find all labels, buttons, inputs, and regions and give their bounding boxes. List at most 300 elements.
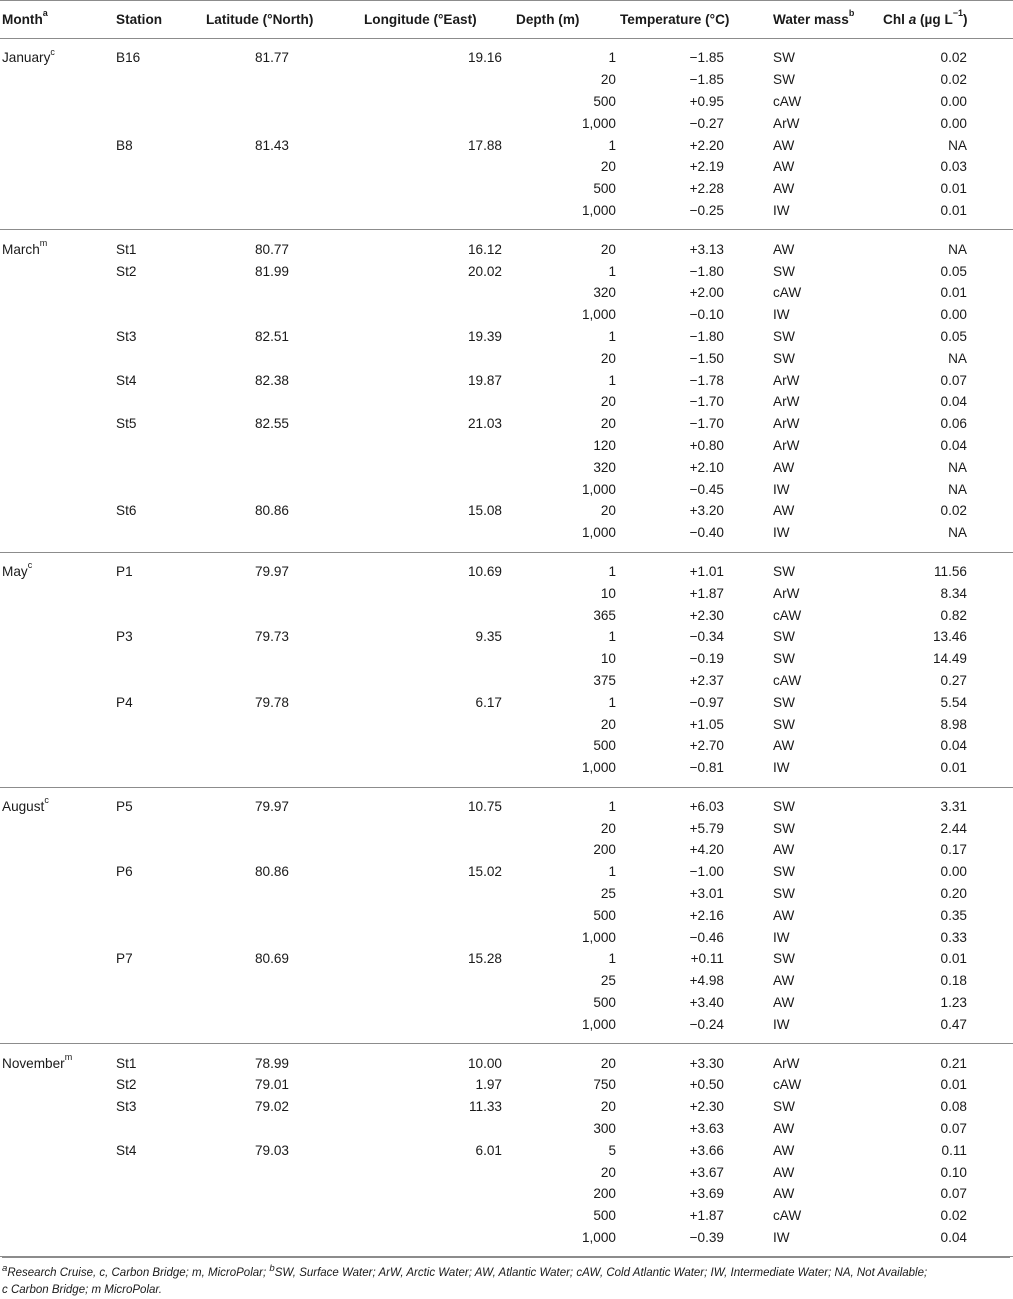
cell-latitude <box>198 456 358 478</box>
cell-water-mass: ArW <box>773 394 800 410</box>
header-station: Station <box>108 1 198 39</box>
footnote-line-1 <box>2 1260 1010 1282</box>
cell-latitude: 80.86 <box>254 503 289 519</box>
cell-depth: 20 <box>600 1055 616 1071</box>
cell-temperature: +2.16 <box>689 907 724 923</box>
table-row <box>0 626 1013 648</box>
cell-water-mass: SW <box>773 72 795 88</box>
cell-temperature: +0.95 <box>689 93 724 109</box>
cell-depth: 1,000 <box>510 757 620 787</box>
cell-month <box>0 134 108 156</box>
cell-month <box>0 1013 108 1043</box>
cell-month <box>0 369 108 391</box>
cell-temperature: −1.50 <box>689 350 724 366</box>
cell-chl-a: 0.01 <box>940 1077 967 1093</box>
cell-depth: 320 <box>593 285 616 301</box>
cell-water-mass: SW <box>773 50 795 66</box>
cell-longitude <box>358 713 510 735</box>
cell-longitude <box>358 1227 510 1257</box>
cell-longitude <box>358 304 510 326</box>
month-group <box>0 787 1013 1044</box>
cell-water-mass: SW <box>773 716 795 732</box>
header-chl-italic: a <box>908 12 917 27</box>
table-row <box>0 1161 1013 1183</box>
cell-depth: 20 <box>600 716 616 732</box>
table-row <box>0 1013 1013 1043</box>
cell-water-mass: cAW <box>773 285 802 301</box>
cell-temperature: +4.98 <box>689 973 724 989</box>
table-row <box>0 1096 1013 1118</box>
cell-water-mass: cAW <box>773 1208 802 1224</box>
cell-station <box>108 604 198 626</box>
cell-station: St6 <box>116 503 137 519</box>
cell-station <box>108 1205 198 1227</box>
cell-temperature: −0.19 <box>689 651 724 667</box>
cell-latitude <box>198 582 358 604</box>
table-row <box>0 861 1013 883</box>
table-row <box>0 582 1013 604</box>
table-row <box>0 817 1013 839</box>
cell-temperature: +3.67 <box>689 1164 724 1180</box>
cell-month <box>0 282 108 304</box>
table-row <box>0 478 1013 500</box>
cell-latitude <box>198 992 358 1014</box>
cell-temperature: +0.50 <box>689 1077 724 1093</box>
cell-month <box>0 1044 108 1074</box>
cell-chl-a: 0.01 <box>940 951 967 967</box>
cell-longitude <box>358 347 510 369</box>
cell-water-mass: ArW <box>773 416 800 432</box>
cell-chl-a: 0.00 <box>940 307 967 323</box>
cell-chl-a: 0.33 <box>940 929 967 945</box>
cell-water-mass: SW <box>773 563 795 579</box>
cell-chl-a: 0.02 <box>940 72 967 88</box>
cell-temperature: −0.46 <box>689 929 724 945</box>
cell-longitude <box>358 604 510 626</box>
cell-month <box>0 1074 108 1096</box>
cell-temperature: +4.20 <box>689 842 724 858</box>
cell-longitude <box>358 478 510 500</box>
cell-longitude <box>358 883 510 905</box>
cell-chl-a: 8.98 <box>940 716 967 732</box>
cell-latitude: 79.78 <box>254 694 289 710</box>
cell-water-mass: cAW <box>773 93 802 109</box>
cell-longitude: 9.35 <box>475 629 502 645</box>
cell-station: P6 <box>116 864 133 880</box>
cell-station: St5 <box>116 416 137 432</box>
table-row <box>0 1074 1013 1096</box>
cell-temperature: −1.70 <box>689 416 724 432</box>
cell-station: St2 <box>116 1077 137 1093</box>
cell-month <box>0 757 108 787</box>
cell-water-mass: AW <box>773 1142 795 1158</box>
month-label: March <box>2 241 40 257</box>
cell-station: P1 <box>116 563 133 579</box>
cell-latitude: 80.69 <box>254 951 289 967</box>
cell-latitude <box>198 970 358 992</box>
cell-station: St1 <box>116 241 137 257</box>
cell-depth: 1,000 <box>510 1013 620 1043</box>
cell-water-mass: SW <box>773 651 795 667</box>
month-footnote-mark: m <box>64 1052 73 1063</box>
cell-month <box>0 713 108 735</box>
cell-month <box>0 861 108 883</box>
cell-water-mass: ArW <box>773 585 800 601</box>
cell-longitude <box>358 178 510 200</box>
cell-latitude: 78.99 <box>254 1055 289 1071</box>
cell-longitude <box>358 582 510 604</box>
cell-month <box>0 156 108 178</box>
cell-water-mass: cAW <box>773 1077 802 1093</box>
cell-depth: 1 <box>608 263 616 279</box>
cell-chl-a: 0.47 <box>876 1013 1013 1043</box>
table-row <box>0 91 1013 113</box>
cell-station <box>108 670 198 692</box>
cell-chl-a: 0.00 <box>940 93 967 109</box>
cell-depth: 20 <box>600 503 616 519</box>
cell-month <box>0 735 108 757</box>
table-row <box>0 757 1013 787</box>
cell-chl-a: 0.04 <box>876 1227 1013 1257</box>
header-longitude: Longitude (°East) <box>358 1 510 39</box>
cell-station: St1 <box>116 1055 137 1071</box>
cell-temperature: +3.30 <box>689 1055 724 1071</box>
table-row <box>0 326 1013 348</box>
cell-latitude <box>198 713 358 735</box>
footnote-text-b: SW, Surface Water; ArW, Arctic Water; AW, Atlantic Water; cAW, Cold Atlantic Water; IW, Intermediate Water; NA, Not Available; <box>274 1266 928 1279</box>
cell-depth: 1,000 <box>510 200 620 230</box>
cell-chl-a: 14.49 <box>932 651 967 667</box>
table-footnote <box>2 1257 1010 1299</box>
cell-depth: 500 <box>593 907 616 923</box>
cell-water-mass: SW <box>773 886 795 902</box>
cell-station: P7 <box>116 951 133 967</box>
month-footnote-mark: c <box>44 795 49 806</box>
cell-longitude <box>358 1161 510 1183</box>
cell-chl-a: 3.31 <box>940 798 967 814</box>
cell-month <box>0 1096 108 1118</box>
cell-month <box>0 91 108 113</box>
cell-water-mass: AW <box>773 503 795 519</box>
cell-latitude <box>198 178 358 200</box>
cell-depth: 25 <box>600 973 616 989</box>
cell-month <box>0 839 108 861</box>
cell-depth: 1 <box>608 629 616 645</box>
table-row <box>0 904 1013 926</box>
cell-station: P5 <box>116 798 133 814</box>
table-row <box>0 735 1013 757</box>
cell-depth: 200 <box>593 842 616 858</box>
cell-chl-a: 0.21 <box>940 1055 967 1071</box>
cell-latitude <box>198 1227 358 1257</box>
table-row <box>0 391 1013 413</box>
cell-month <box>0 992 108 1014</box>
cell-station <box>108 735 198 757</box>
cell-station <box>108 1227 198 1257</box>
cell-station <box>108 992 198 1014</box>
cell-depth: 1 <box>608 50 616 66</box>
cell-latitude <box>198 670 358 692</box>
cell-chl-a: 0.02 <box>940 503 967 519</box>
cell-temperature: +3.40 <box>689 995 724 1011</box>
table-row <box>0 992 1013 1014</box>
cell-month <box>0 1161 108 1183</box>
cell-latitude <box>198 1183 358 1205</box>
cell-latitude <box>198 926 358 948</box>
cell-water-mass: AW <box>773 995 795 1011</box>
cell-depth: 500 <box>593 93 616 109</box>
cell-depth: 1 <box>608 694 616 710</box>
cell-temperature: −0.45 <box>689 481 724 497</box>
cell-latitude <box>198 435 358 457</box>
cell-station <box>108 347 198 369</box>
cell-temperature: +1.87 <box>689 585 724 601</box>
table-row <box>0 670 1013 692</box>
cell-water-mass: SW <box>773 798 795 814</box>
cell-month <box>0 200 108 230</box>
cell-water-mass: SW <box>773 864 795 880</box>
cell-month <box>0 552 108 582</box>
cell-temperature: −0.25 <box>620 200 772 230</box>
cell-month <box>0 326 108 348</box>
cell-chl-a: 0.04 <box>940 437 967 453</box>
cell-chl-a: 0.07 <box>940 1186 967 1202</box>
cell-water-mass: SW <box>773 820 795 836</box>
cell-station: B8 <box>116 137 133 153</box>
cell-temperature: −1.80 <box>689 263 724 279</box>
table-row <box>0 1044 1013 1074</box>
table-row <box>0 112 1013 134</box>
cell-chl-a: 0.35 <box>940 907 967 923</box>
header-water-mass-footnote-mark: b <box>848 8 855 19</box>
table-row <box>0 156 1013 178</box>
cell-longitude: 10.75 <box>467 798 502 814</box>
cell-latitude <box>198 839 358 861</box>
cell-station <box>108 839 198 861</box>
cell-water-mass: ArW <box>773 115 800 131</box>
cell-water-mass: SW <box>773 1099 795 1115</box>
table-row <box>0 1205 1013 1227</box>
cell-water-mass: AW <box>773 738 795 754</box>
cell-longitude: 6.01 <box>475 1142 502 1158</box>
cell-station: St4 <box>116 1142 137 1158</box>
cell-station <box>108 1161 198 1183</box>
cell-longitude <box>358 757 510 787</box>
cell-temperature: +3.20 <box>689 503 724 519</box>
cell-month <box>0 904 108 926</box>
cell-station <box>108 582 198 604</box>
cell-longitude: 10.00 <box>467 1055 502 1071</box>
header-water-mass-label: Water mass <box>773 12 849 27</box>
cell-water-mass: AW <box>773 137 795 153</box>
cell-month <box>0 456 108 478</box>
cell-longitude <box>358 1013 510 1043</box>
cell-longitude <box>358 735 510 757</box>
month-label: August <box>2 798 45 814</box>
cell-latitude <box>198 735 358 757</box>
cell-chl-a: 0.05 <box>940 263 967 279</box>
table-row <box>0 1118 1013 1140</box>
cell-temperature: +6.03 <box>689 798 724 814</box>
cell-depth: 5 <box>608 1142 616 1158</box>
header-water-mass <box>772 1 876 39</box>
cell-depth: 10 <box>600 651 616 667</box>
cell-station <box>108 522 198 552</box>
cell-latitude: 79.03 <box>254 1142 289 1158</box>
cell-chl-a: 0.04 <box>940 394 967 410</box>
cell-longitude <box>358 670 510 692</box>
header-chl-label: Chl <box>883 12 909 27</box>
cell-longitude <box>358 112 510 134</box>
cell-temperature: −0.27 <box>689 115 724 131</box>
header-chl-close: ) <box>963 12 968 27</box>
cell-water-mass: AW <box>773 241 795 257</box>
cell-month <box>0 1118 108 1140</box>
cell-chl-a: 0.05 <box>940 328 967 344</box>
cell-latitude <box>198 648 358 670</box>
cell-latitude <box>198 200 358 230</box>
cell-station <box>108 713 198 735</box>
month-footnote-mark: c <box>27 560 33 571</box>
cell-latitude: 81.99 <box>254 263 289 279</box>
table-header <box>0 1 1013 39</box>
cell-depth: 300 <box>593 1121 616 1137</box>
cell-water-mass: AW <box>773 1186 795 1202</box>
cell-longitude <box>358 817 510 839</box>
cell-latitude: 79.97 <box>254 563 289 579</box>
cell-latitude <box>198 69 358 91</box>
cell-station: St3 <box>116 328 137 344</box>
cell-month <box>0 522 108 552</box>
table-row <box>0 522 1013 552</box>
cell-depth: 1,000 <box>510 522 620 552</box>
cell-temperature: +1.01 <box>689 563 724 579</box>
cell-depth: 20 <box>600 1099 616 1115</box>
table-row <box>0 500 1013 522</box>
cell-latitude <box>198 1118 358 1140</box>
cell-latitude: 80.86 <box>254 864 289 880</box>
cell-water-mass: IW <box>773 929 790 945</box>
cell-depth: 1,000 <box>581 115 616 131</box>
cell-water-mass: SW <box>773 263 795 279</box>
cell-depth: 365 <box>593 607 616 623</box>
cell-chl-a: 0.11 <box>941 1142 967 1158</box>
cell-chl-a: 0.17 <box>940 842 967 858</box>
cell-depth: 1,000 <box>510 1227 620 1257</box>
cell-depth: 20 <box>600 1164 616 1180</box>
cell-station: St2 <box>116 263 137 279</box>
cell-temperature: +3.66 <box>689 1142 724 1158</box>
cell-latitude: 82.38 <box>254 372 289 388</box>
cell-station <box>108 178 198 200</box>
cell-water-mass: IW <box>772 1227 876 1257</box>
cell-temperature: +3.01 <box>689 886 724 902</box>
cell-temperature: −1.80 <box>689 328 724 344</box>
cell-month <box>0 69 108 91</box>
cell-month <box>0 1205 108 1227</box>
table-row <box>0 691 1013 713</box>
cell-station <box>108 926 198 948</box>
table-row <box>0 456 1013 478</box>
cell-chl-a: NA <box>948 137 967 153</box>
table-row <box>0 282 1013 304</box>
cell-temperature: +3.63 <box>689 1121 724 1137</box>
cell-longitude <box>358 648 510 670</box>
cell-station <box>108 970 198 992</box>
cell-chl-a: 0.02 <box>940 50 967 66</box>
month-label: May <box>2 563 28 579</box>
month-footnote-mark: m <box>39 238 48 249</box>
cell-temperature: +2.70 <box>689 738 724 754</box>
cell-water-mass: AW <box>773 973 795 989</box>
table-row <box>0 413 1013 435</box>
cell-temperature: +2.28 <box>689 181 724 197</box>
cell-station <box>108 112 198 134</box>
cell-latitude: 79.97 <box>254 798 289 814</box>
cell-temperature: +0.80 <box>689 437 724 453</box>
cell-chl-a: 0.07 <box>940 372 967 388</box>
cell-latitude: 80.77 <box>254 241 289 257</box>
cell-station <box>108 435 198 457</box>
cell-temperature: −0.34 <box>689 629 724 645</box>
table-row <box>0 369 1013 391</box>
cell-station <box>108 1118 198 1140</box>
header-temperature: Temperature (°C) <box>620 1 772 39</box>
table-row <box>0 230 1013 260</box>
table-row <box>0 713 1013 735</box>
cell-month <box>0 413 108 435</box>
header-month-label: Month <box>2 12 43 27</box>
cell-water-mass: SW <box>773 350 795 366</box>
cell-latitude <box>198 347 358 369</box>
cell-chl-a: 0.03 <box>940 159 967 175</box>
cell-latitude: 82.51 <box>254 328 289 344</box>
cell-water-mass: IW <box>772 757 876 787</box>
month-label: January <box>2 50 51 66</box>
table-row <box>0 435 1013 457</box>
cell-month <box>0 926 108 948</box>
cell-chl-a: NA <box>948 350 967 366</box>
cell-temperature: +1.87 <box>689 1208 724 1224</box>
cell-depth: 1,000 <box>581 481 616 497</box>
cell-longitude: 15.28 <box>467 951 502 967</box>
cell-station <box>108 156 198 178</box>
cell-depth: 20 <box>600 394 616 410</box>
table-row <box>0 839 1013 861</box>
cell-temperature: −1.70 <box>689 394 724 410</box>
cell-water-mass: AW <box>773 842 795 858</box>
cell-longitude <box>358 1205 510 1227</box>
cell-temperature: −0.97 <box>689 694 724 710</box>
cell-temperature: +5.79 <box>689 820 724 836</box>
header-depth: Depth (m) <box>510 1 620 39</box>
cell-station: St3 <box>116 1099 137 1115</box>
cell-depth: 320 <box>593 459 616 475</box>
cell-depth: 750 <box>593 1077 616 1093</box>
cell-chl-a: 13.46 <box>932 629 967 645</box>
cell-month <box>0 112 108 134</box>
cell-latitude <box>198 757 358 787</box>
cell-month <box>0 648 108 670</box>
cell-depth: 1,000 <box>581 307 616 323</box>
cell-chl-a: 0.10 <box>940 1164 967 1180</box>
cell-latitude <box>198 478 358 500</box>
cell-depth: 20 <box>600 159 616 175</box>
header-chl-unit: (µg L <box>916 12 953 27</box>
cell-temperature: +2.37 <box>689 672 724 688</box>
table-row <box>0 883 1013 905</box>
cell-depth: 20 <box>600 72 616 88</box>
